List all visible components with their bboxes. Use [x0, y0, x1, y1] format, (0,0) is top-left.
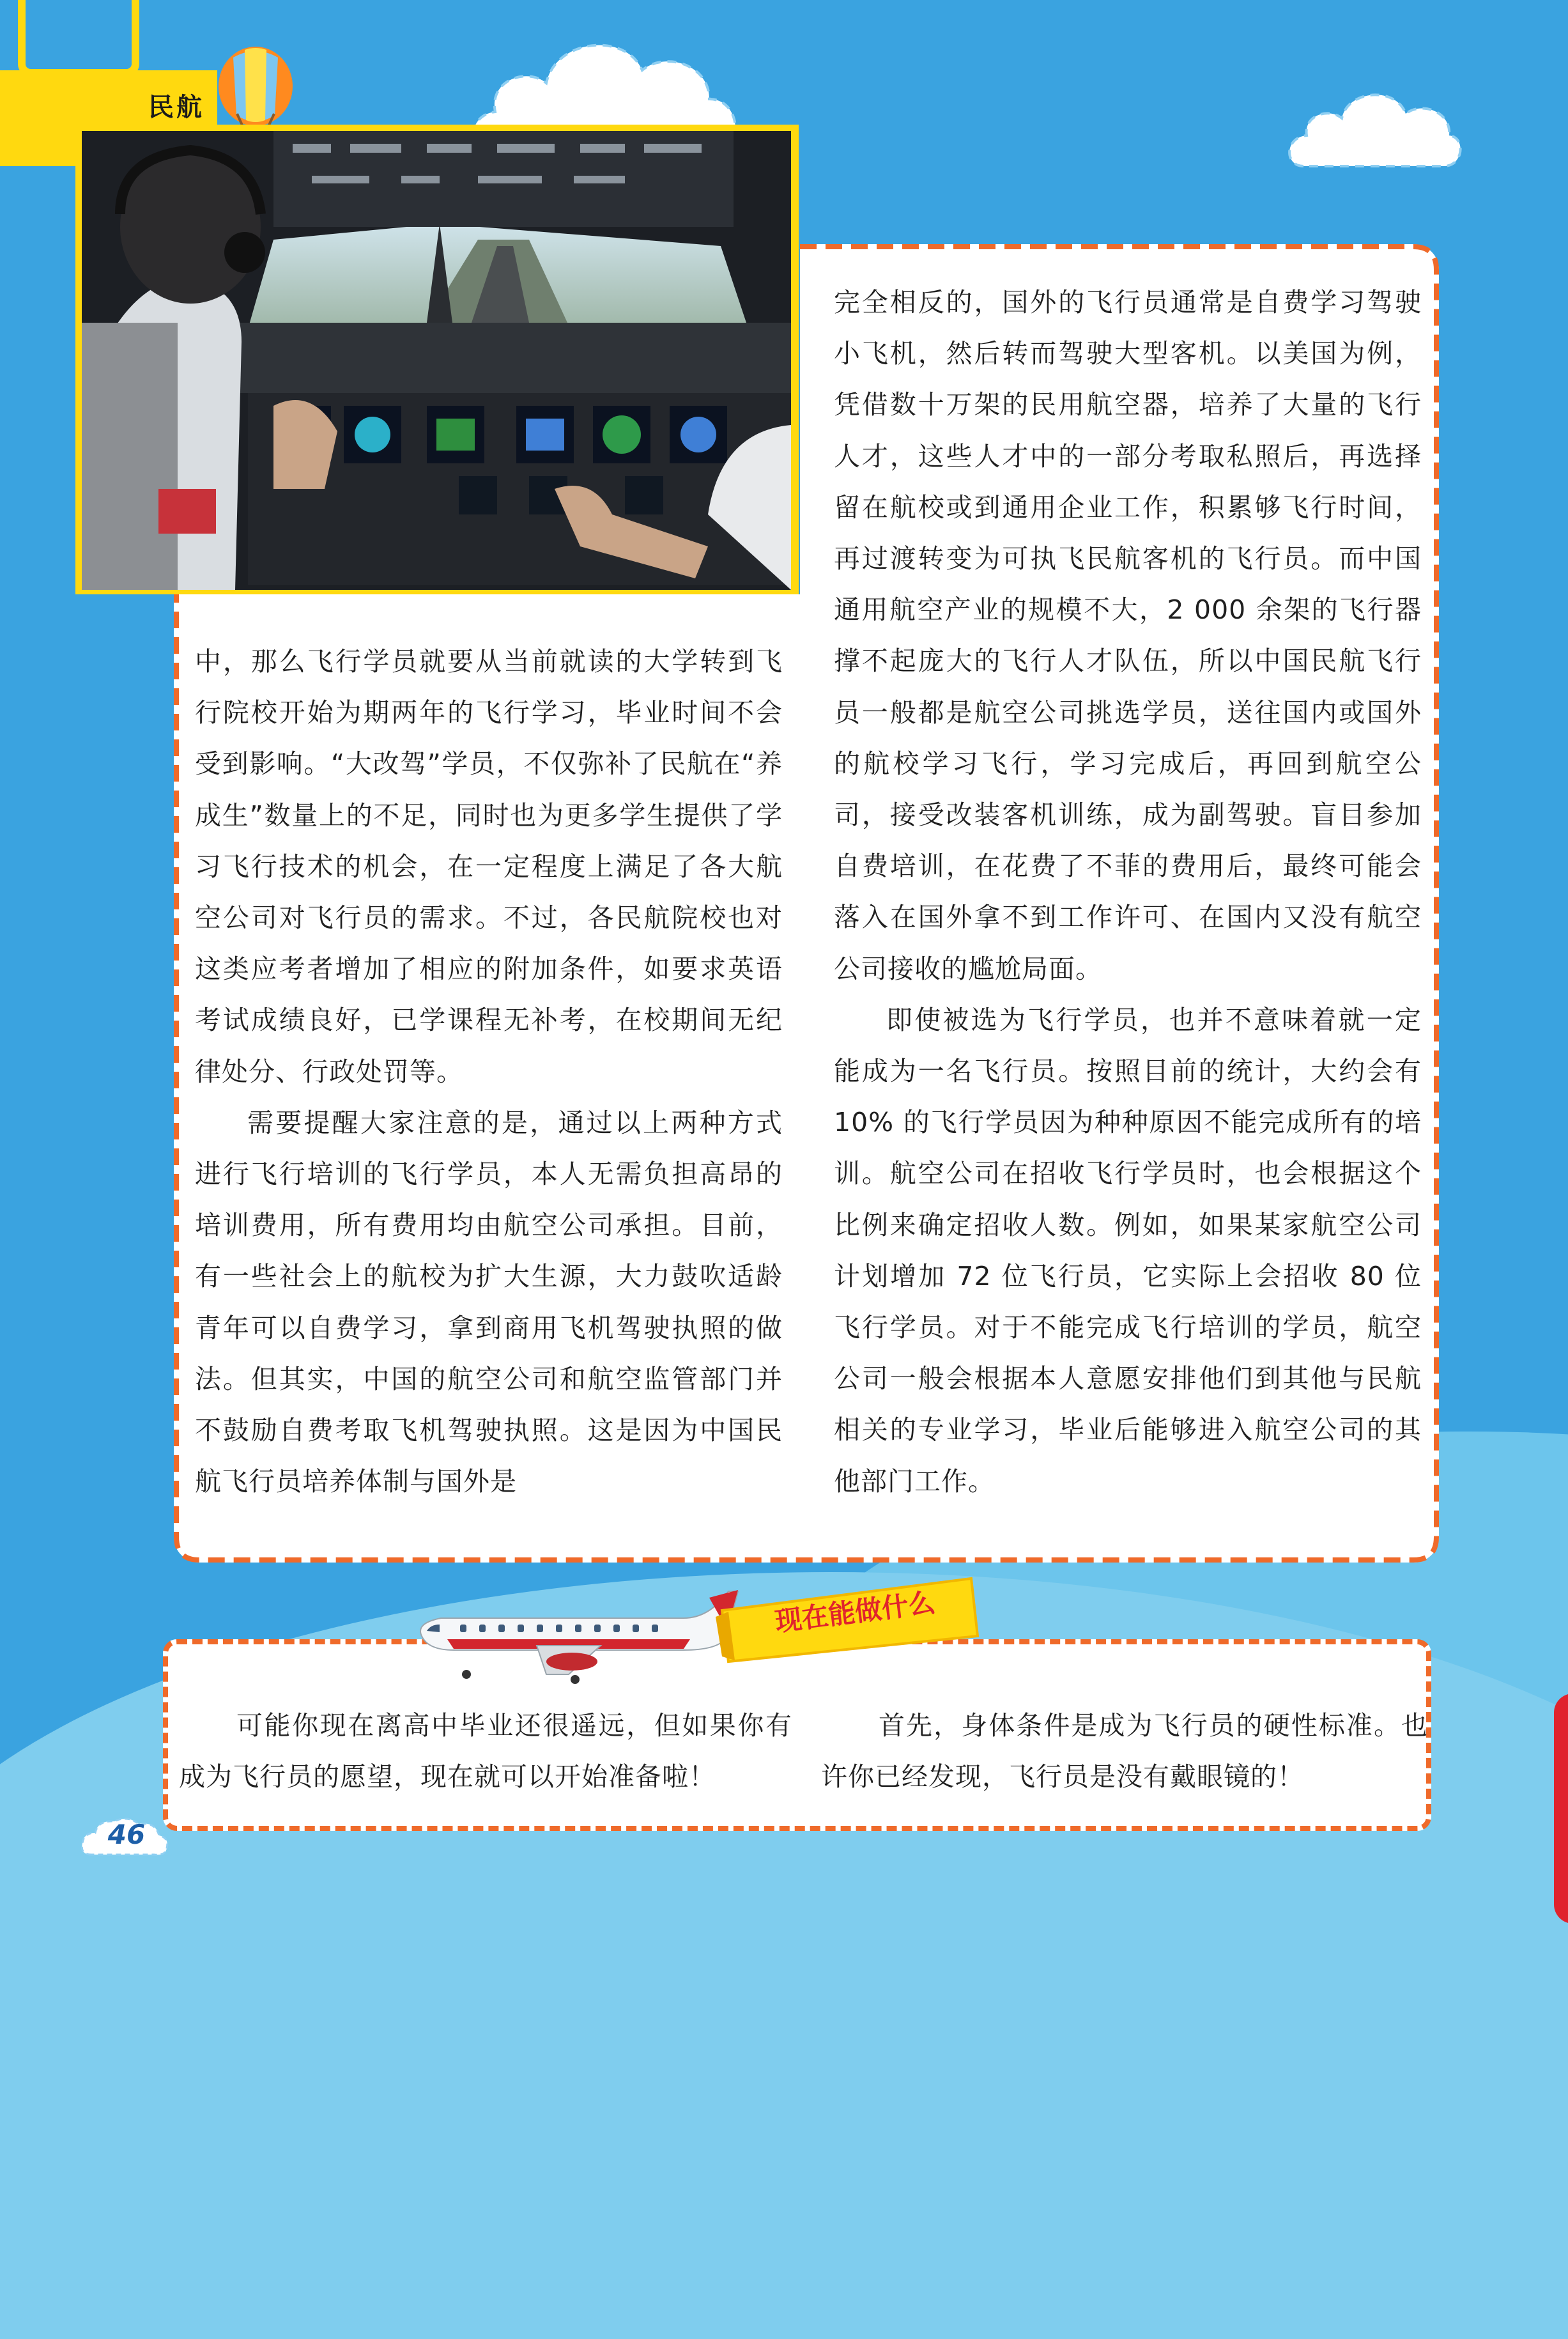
cloud-icon — [1284, 77, 1463, 179]
airplane-icon — [409, 1579, 741, 1687]
section-label-line1: 民航 — [148, 93, 204, 122]
page-number: 46 — [107, 1819, 146, 1850]
paragraph: 即使被选为飞行学员，也并不意味着就一定能成为一名飞行员。按照目前的统计，大约会有 10% 的飞行学员因为种种原因不能完成所有的培训。航空公司在招收飞行学员时，也会根据这个比例来确定招收人数。例如，如果某家航空公司计划增加 72 位飞行员，它实际上会招收 80 位飞行学员。对于不能完成飞行培训的学员，航空公司一般会根据本人意愿安排他们到其他与民航相关的专业学习，毕业后能够进入航空公司的其他部门工作。 — [834, 1004, 1422, 1497]
tip-text-left — [179, 1700, 792, 1802]
tab-hanger — [18, 0, 139, 77]
paragraph: 需要提醒大家注意的是，通过以上两种方式进行飞行培训的飞行学员，本人无需负担高昂的培训费用，所有费用均由航空公司承担。目前，有一些社会上的航校为扩大生源，大力鼓吹适龄青年可以自费学习，拿到商用飞机驾驶执照的做法。但其实，中国的航空公司和航空监管部门并不鼓励自费考取飞机驾驶执照。这是因为中国民航飞行员培养体制与国外是 — [195, 1107, 783, 1497]
paragraph: 中，那么飞行学员就要从当前就读的大学转到飞行院校开始为期两年的飞行学习，毕业时间不会受到影响。“大改驾”学员，不仅弥补了民航在“养成生”数量上的不足，同时也为更多学生提供了学习飞行技术的机会，在一定程度上满足了各大航空公司对飞行员的需求。不过，各民航院校也对这类应考者增加了相应的附加条件，如要求英语考试成绩良好，已学课程无补考，在校期间无纪律处分、行政处罚等。 — [195, 646, 783, 1087]
text-column-right — [834, 277, 1422, 1507]
tip-title: 现在能做什么 — [773, 1586, 937, 1638]
tip-text-right — [821, 1700, 1428, 1802]
text-column-left — [195, 636, 783, 1507]
paragraph: 首先，身体条件是成为飞行员的硬性标准。也许你已经发现，飞行员是没有戴眼镜的！ — [821, 1710, 1428, 1792]
paragraph: 可能你现在离高中毕业还很遥远，但如果你有成为飞行员的愿望，现在就可以开始准备啦！ — [179, 1710, 792, 1792]
paragraph: 完全相反的，国外的飞行员通常是自费学习驾驶小飞机，然后转而驾驶大型客机。以美国为例，凭借数十万架的民用航空器，培养了大量的飞行人才，这些人才中的一部分考取私照后，再选择留在航校或到通用企业工作，积累够飞行时间，再过渡转变为可执飞民航客机的飞行员。而中国通用航空产业的规模不大，2 000 余架的飞行器撑不起庞大的飞行人才队伍，所以中国民航飞行员一般都是航空公司挑选学员，送往国内或国外的航校学习飞行，学习完成后，再回到航空公司，接受改装客机训练，成为副驾驶。盲目参加自费培训，在花费了不菲的费用后，最终可能会落入在国外拿不到工作许可、在国内又没有航空公司接收的尴尬局面。 — [834, 287, 1422, 984]
decorative-red-shape — [1554, 1694, 1568, 1924]
cockpit-photo — [82, 131, 791, 590]
